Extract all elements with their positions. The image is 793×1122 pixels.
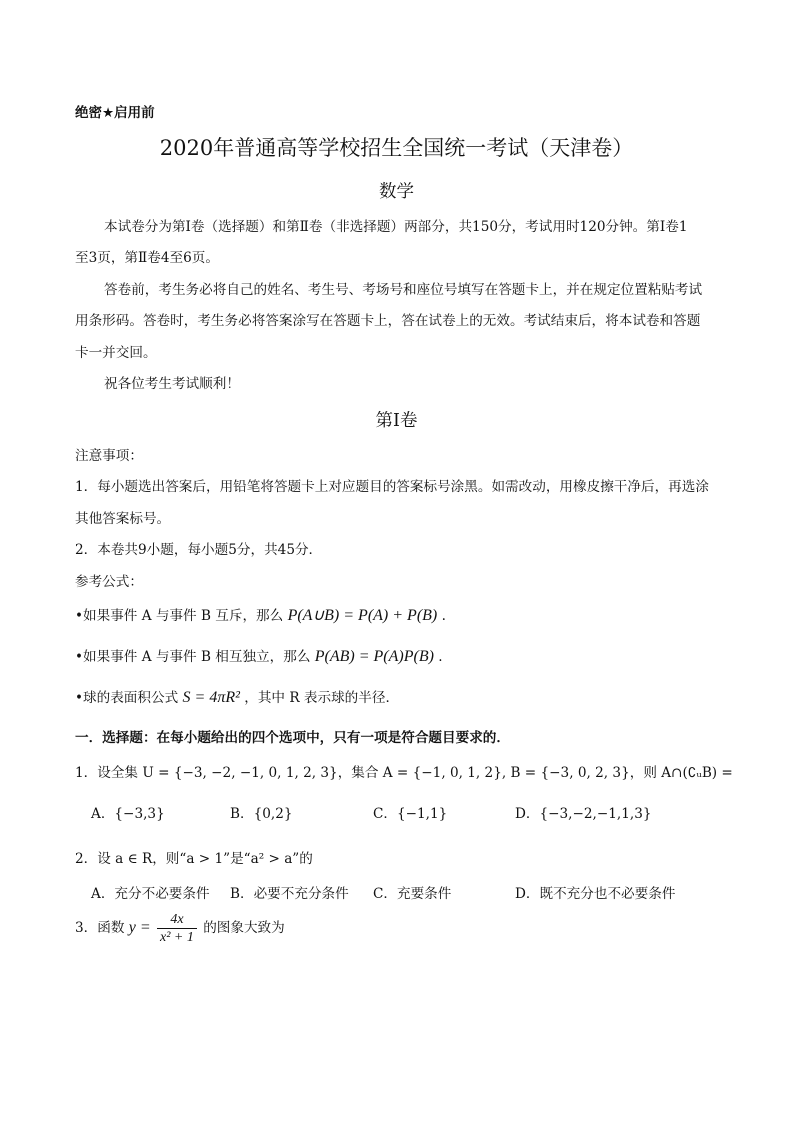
formula-1-math: P(A∪B) = P(A) + P(B) — [287, 607, 438, 624]
formula-3 — [75, 686, 399, 707]
note-1-line2: 其他答案标号。 — [75, 511, 171, 527]
question-2-option-b: B．必要不充分条件 — [230, 886, 349, 902]
subject-title: 数学 — [379, 182, 414, 202]
question-1-option-b: B．{0,2} — [230, 806, 293, 822]
question-2-option-d: D．既不充分也不必要条件 — [515, 886, 676, 902]
question-1-stem: 1．设全集 U = {−3, −2, −1, 0, 1, 2, 3}，集合 A = {−1, 0, 1, 2}, B = {−3, 0, 2, 3}，则 A∩(∁ᵤB) = — [75, 765, 733, 781]
question-1-option-c: C．{−1,1} — [373, 806, 448, 822]
formula-3-math: S = 4πR² — [182, 689, 240, 706]
intro-p2-line1: 答卷前，考生务必将自己的姓名、考生号、考场号和座位号填写在答题卡上，并在规定位置粘贴考试 — [104, 282, 703, 298]
question-3-suffix: 的图象大致为 — [203, 920, 285, 936]
question-3-numerator: 4x — [157, 911, 197, 929]
notes-heading: 注意事项： — [75, 448, 143, 464]
exam-title: 2020年普通高等学校招生全国统一考试（天津卷） — [159, 136, 634, 160]
formula-3-text: •球的表面积公式 — [75, 690, 179, 706]
question-1-option-a: A．{−3,3} — [91, 806, 165, 822]
question-3-fraction — [157, 911, 197, 946]
question-3-math: y = — [128, 919, 151, 936]
question-2-option-a: A．充分不必要条件 — [91, 886, 210, 902]
formula-2: •如果事件 A 与事件 B 相互独立，那么 P(AB) = P(A)P(B) . — [75, 648, 443, 665]
intro-p1-line1: 本试卷分为第Ⅰ卷（选择题）和第Ⅱ卷（非选择题）两部分，共150分，考试用时120分钟。第Ⅰ卷1 — [104, 219, 688, 235]
question-1-option-d: D．{−3,−2,−1,1,3} — [515, 806, 652, 822]
note-1-line1: 1．每小题选出答案后，用铅笔将答题卡上对应题目的答案标号涂黑。如需改动，用橡皮擦干净后，再选涂 — [75, 479, 709, 495]
confidential-label: 绝密★启用前 — [75, 105, 155, 121]
note-2: 2．本卷共9小题，每小题5分，共45分． — [75, 542, 323, 558]
intro-p2-line3: 卡一并交回。 — [75, 345, 157, 361]
question-2-option-c: C．充要条件 — [373, 886, 452, 902]
intro-p1-line2: 至3页，第Ⅱ卷4至6页。 — [75, 250, 219, 266]
question-3-stem — [75, 908, 285, 948]
intro-p3: 祝各位考生考试顺利！ — [104, 376, 240, 392]
formula-heading: 参考公式： — [75, 574, 143, 590]
question-3-prefix: 3．函数 — [75, 920, 125, 936]
formula-1: •如果事件 A 与事件 B 互斥，那么 P(A∪B) = P(A) + P(B) . — [75, 607, 446, 624]
formula-1-text: •如果事件 A 与事件 B 互斥，那么 — [75, 608, 284, 624]
section-1-heading: 一．选择题：在每小题给出的四个选项中，只有一项是符合题目要求的． — [75, 730, 510, 746]
intro-p2-line2: 用条形码。答卷时，考生务必将答案涂写在答题卡上，答在试卷上的无效。考试结束后，将本试卷和答题 — [75, 313, 701, 329]
volume-title: 第Ⅰ卷 — [375, 411, 418, 431]
formula-3-tail: ，其中 R 表示球的半径． — [244, 690, 400, 706]
question-3-denominator: x² + 1 — [160, 930, 194, 945]
formula-2-text: •如果事件 A 与事件 B 相互独立，那么 — [75, 649, 311, 665]
question-2-stem: 2．设 a ∈ R，则“a > 1”是“a² > a”的 — [75, 851, 313, 867]
formula-2-math: P(AB) = P(A)P(B) — [314, 648, 434, 665]
